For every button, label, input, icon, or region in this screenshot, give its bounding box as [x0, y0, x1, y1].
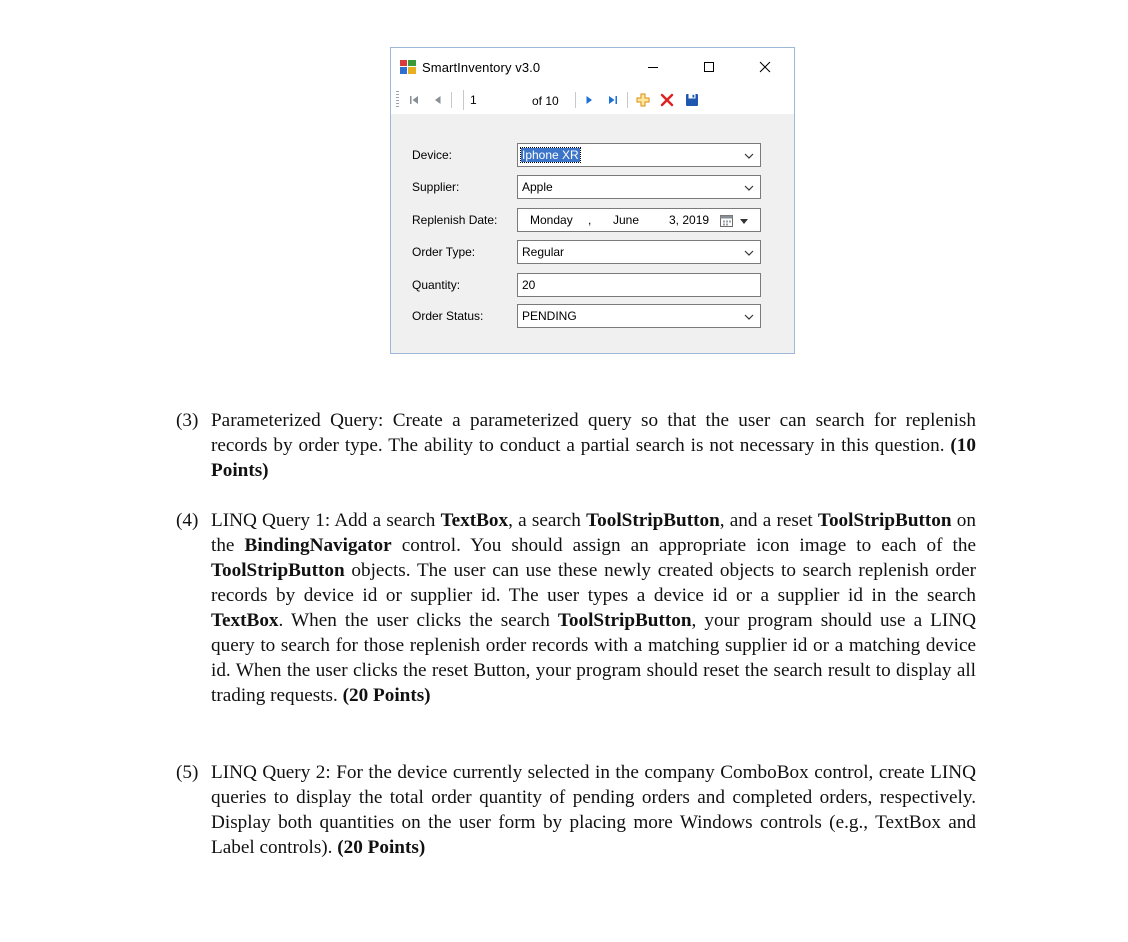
supplier-value: Apple [522, 180, 553, 194]
question-text: Parameterized Query: Create a parameterized query so that the user can search for replenish records by order type. The ability to conduct a partial search is not necessary in this question. [211, 410, 976, 456]
bold-term: ToolStripButton [817, 510, 952, 531]
question-text: LINQ Query 1: Add a search [211, 510, 441, 531]
question-3 [176, 408, 976, 483]
question-text: on the [211, 510, 976, 556]
question-body [211, 408, 976, 483]
replenish-date-picker[interactable] [517, 208, 761, 232]
bold-term: TextBox [211, 610, 279, 631]
question-text: , your program should use a LINQ query to search for those replenish order records with a matching supplier id or a matching device id. When the user clicks the reset Button, your program should reset the search result to display all trading requests. [211, 610, 976, 706]
chevron-down-icon [744, 249, 754, 257]
smartinventory-window [390, 47, 795, 354]
toolstrip-grip[interactable] [396, 91, 399, 108]
maximize-button[interactable] [687, 54, 731, 80]
question-text: . When the user clicks the search [278, 610, 558, 631]
bold-term: ToolStripButton [586, 510, 720, 531]
question-5 [176, 760, 976, 860]
bold-term: ToolStripButton [557, 610, 692, 631]
question-body [211, 760, 976, 860]
first-record-icon [408, 94, 420, 106]
next-record-icon [583, 94, 595, 106]
binding-navigator [391, 86, 794, 114]
replenish-date-label: Replenish Date: [412, 213, 498, 227]
question-text: control. You should assign an appropriate icon image to each of the [391, 535, 976, 556]
quantity-row [391, 273, 794, 297]
question-number: (4) [176, 510, 199, 531]
minimize-icon [647, 61, 659, 73]
title-bar [391, 48, 794, 86]
position-textbox[interactable] [463, 90, 519, 110]
question-4 [176, 508, 976, 708]
bold-term: TextBox [440, 510, 509, 531]
question-number: (5) [176, 762, 199, 783]
calendar-icon[interactable] [720, 214, 733, 227]
replenish-date-row [391, 208, 794, 232]
supplier-row [391, 175, 794, 199]
maximize-icon [703, 61, 715, 73]
add-new-button[interactable] [633, 90, 653, 110]
close-button[interactable] [743, 54, 787, 80]
question-number: (3) [176, 410, 199, 431]
order-type-label: Order Type: [412, 245, 476, 259]
order-status-value: PENDING [522, 309, 577, 323]
quantity-label: Quantity: [412, 278, 461, 292]
question-body [211, 508, 976, 708]
question-points: (20 Points) [342, 685, 431, 706]
chevron-down-icon [744, 313, 754, 321]
order-status-label: Order Status: [412, 309, 484, 323]
toolstrip-separator [451, 92, 452, 108]
supplier-combobox[interactable] [517, 175, 761, 199]
app-icon [400, 60, 416, 74]
question-points: (10 Points) [211, 435, 976, 481]
order-type-row [391, 240, 794, 264]
toolstrip-separator [575, 92, 576, 108]
chevron-down-icon[interactable] [740, 219, 748, 224]
add-icon [636, 93, 650, 107]
save-icon [685, 93, 699, 107]
question-text: LINQ Query 2: For the device currently selected in the company ComboBox control, create LINQ queries to display the total order quantity of pending orders and completed orders, respectively. Display both quantities on the user form by placing more Windows controls (e.g., TextBox and Label controls). [211, 762, 976, 858]
last-record-icon [607, 94, 619, 106]
quantity-value: 20 [522, 278, 536, 292]
supplier-label: Supplier: [412, 180, 460, 194]
minimize-button[interactable] [631, 54, 675, 80]
date-separator: , [588, 213, 592, 227]
question-points: (20 Points) [337, 837, 426, 858]
order-status-row [391, 304, 794, 328]
bold-term: ToolStripButton [211, 560, 345, 581]
move-first-button[interactable] [404, 90, 424, 110]
device-label: Device: [412, 148, 453, 162]
quantity-textbox[interactable] [517, 273, 761, 297]
date-month: June [613, 213, 640, 227]
toolstrip-separator [627, 92, 628, 108]
chevron-down-icon [744, 152, 754, 160]
count-label: of 10 [532, 94, 559, 108]
move-last-button[interactable] [603, 90, 623, 110]
order-status-combobox[interactable] [517, 304, 761, 328]
previous-record-icon [432, 94, 444, 106]
close-icon [759, 61, 771, 73]
move-next-button[interactable] [579, 90, 599, 110]
date-weekday: Monday [530, 213, 573, 227]
chevron-down-icon [744, 184, 754, 192]
window-title: SmartInventory v3.0 [422, 60, 541, 75]
question-text: , and a reset [719, 510, 818, 531]
delete-button[interactable] [657, 90, 677, 110]
device-combobox[interactable] [517, 143, 761, 167]
question-text: objects. The user can use these newly created objects to search replenish order records by device id or supplier id. The user types a device id or a supplier id in the search [211, 560, 976, 606]
delete-icon [660, 93, 674, 107]
device-value: Iphone XR [522, 148, 579, 162]
question-text: , a search [508, 510, 587, 531]
move-previous-button[interactable] [428, 90, 448, 110]
order-type-combobox[interactable] [517, 240, 761, 264]
date-day-year: 3, 2019 [669, 213, 710, 227]
save-button[interactable] [682, 90, 702, 110]
device-row [391, 143, 794, 167]
bold-term: BindingNavigator [244, 535, 392, 556]
order-type-value: Regular [522, 245, 565, 259]
